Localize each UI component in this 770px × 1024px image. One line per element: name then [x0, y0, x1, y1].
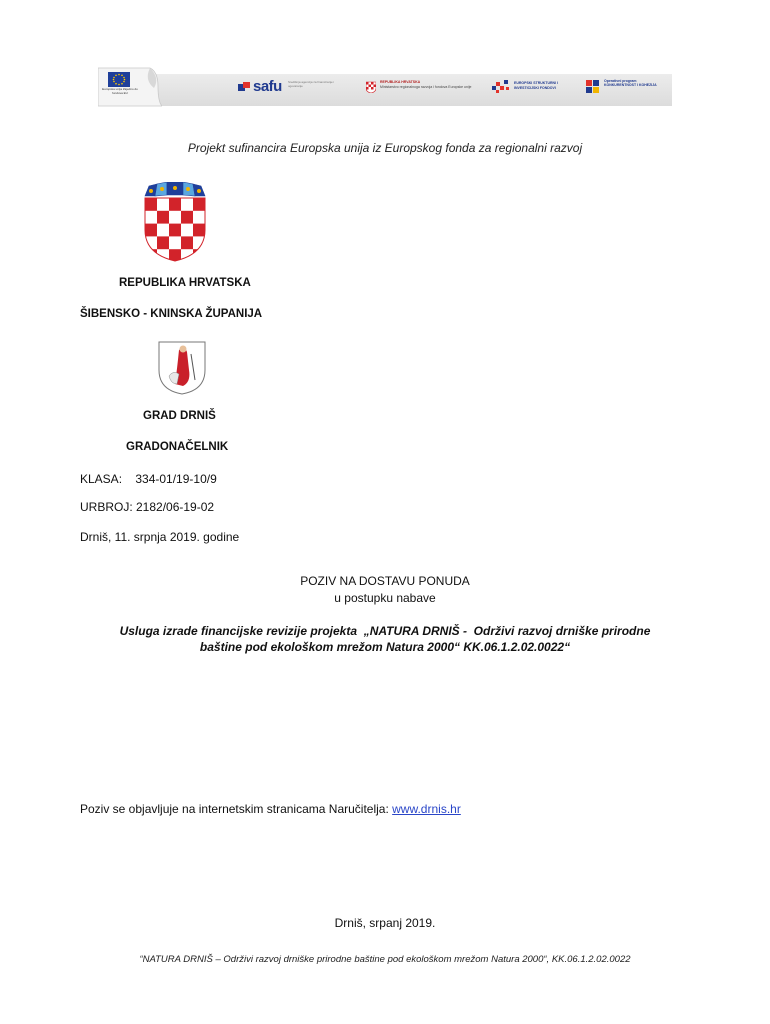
office-name: GRADONAČELNIK: [126, 441, 229, 453]
procurement-subject-line1: Usluga izrade financijske revizije projekta „NATURA DRNIŠ - Održivi razvoj drniške prirodne: [119, 624, 651, 638]
county-name: ŠIBENSKO - KNINSKA ŽUPANIJA: [80, 308, 263, 320]
city-name: GRAD DRNIŠ: [143, 410, 216, 422]
eu-caption: Europska unija Zajedno do fondova EU: [102, 87, 138, 95]
page-footer: “NATURA DRNIŠ – Održivi razvoj drniške prirodne baštine pod ekološkom mrežom Natura 2000“, KK.06.1.2.02.0022: [139, 954, 631, 965]
safu-mark-icon: [238, 82, 250, 92]
country-name: REPUBLIKA HRVATSKA: [119, 277, 251, 289]
op-program-icon: [586, 80, 600, 94]
esi-funds-icon: [490, 78, 512, 94]
drnis-coat-of-arms-icon: [157, 340, 207, 395]
ministry-line1: REPUBLIKA HRVATSKA: [380, 80, 421, 84]
publication-text: Poziv se objavljuje na internetskim stranicama Naručitelja:: [80, 802, 393, 816]
op-program-text: Operativni program KONKURENTNOST I KOHEZIJA: [604, 79, 657, 88]
website-link[interactable]: www.drnis.hr: [392, 802, 461, 816]
safu-subtitle: Središnja agencija za financiranje i ugovaranje: [288, 80, 335, 88]
logo-banner: [98, 66, 672, 108]
procurement-subject: [0, 623, 770, 655]
invitation-title: POZIV NA DOSTAVU PONUDA: [300, 574, 470, 588]
ministry-line2: Ministarstvo regionalnoga razvoja i fondova Europske unije: [380, 85, 472, 89]
closing-place-date: Drniš, srpanj 2019.: [334, 916, 436, 930]
esi-funds-text: EUROPSKI STRUKTURNI I INVESTICIJSKI FONDOVI: [514, 81, 558, 90]
publication-note: [80, 802, 461, 816]
klasa-line: KLASA: 334-01/19-10/9: [80, 472, 217, 486]
document-date: Drniš, 11. srpnja 2019. godine: [80, 530, 240, 544]
safu-logo: safu: [253, 78, 282, 95]
eu-flag-icon: [108, 72, 130, 87]
croatian-coat-of-arms-icon: [143, 182, 207, 262]
invitation-subtitle: u postupku nabave: [334, 591, 436, 605]
croatian-shield-small-icon: [366, 80, 376, 93]
urbroj-line: URBROJ: 2182/06-19-02: [80, 500, 215, 514]
cofinancing-note: Projekt sufinancira Europska unija iz Europskog fonda za regionalni razvoj: [187, 141, 583, 155]
procurement-subject-line2: baštine pod ekološkom mrežom Natura 2000“ KK.06.1.2.02.0022“: [199, 640, 571, 654]
